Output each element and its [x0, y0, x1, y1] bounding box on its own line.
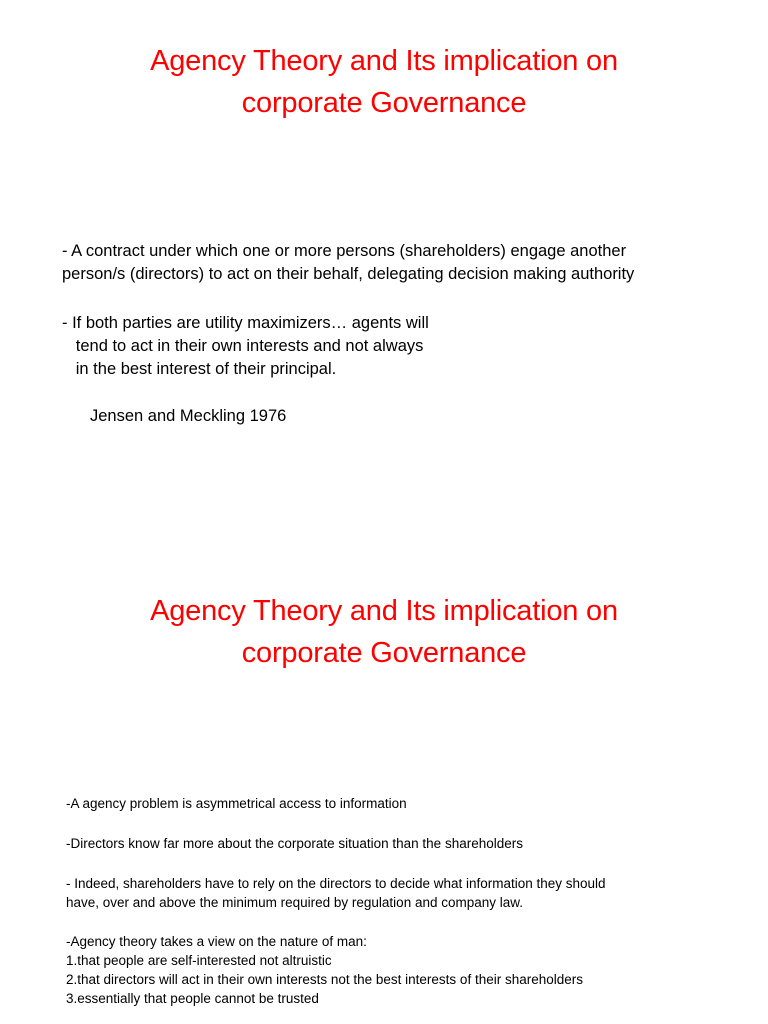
shareholders-rely-line-2: have, over and above the minimum required by regulation and company law. — [66, 895, 524, 910]
asymmetric-information-point — [66, 794, 407, 813]
slide-1-title-line-2: corporate Governance — [241, 87, 527, 119]
contract-definition — [62, 240, 634, 286]
contract-definition-line-2: person/s (directors) to act on their behalf, delegating decision making authority — [62, 265, 635, 283]
citation: Jensen and Meckling 1976 — [90, 407, 287, 425]
list-item: 2.that directors will act in their own interests not the best interests of their shareholders — [66, 972, 584, 987]
asymmetric-information-text: -A agency problem is asymmetrical access to information — [66, 796, 407, 811]
directors-knowledge-point — [66, 834, 523, 853]
slide-1-title-line-1: Agency Theory and Its implication on — [150, 45, 618, 77]
directors-knowledge-text: -Directors know far more about the corporate situation than the shareholders — [66, 836, 523, 851]
slide-2 — [0, 560, 768, 1024]
slide-1-title — [0, 40, 768, 124]
utility-maximizers-line-2: tend to act in their own interests and not always — [62, 337, 424, 355]
utility-maximizers-line-1: - If both parties are utility maximizers… agents will — [62, 314, 429, 332]
shareholders-rely-line-1: - Indeed, shareholders have to rely on the directors to decide what information they should — [66, 876, 606, 891]
utility-maximizers-point — [62, 312, 429, 381]
contract-definition-line-1: - A contract under which one or more persons (shareholders) engage another — [62, 242, 627, 260]
nature-of-man-intro: -Agency theory takes a view on the nature of man: — [66, 934, 367, 949]
utility-maximizers-line-3: in the best interest of their principal. — [62, 360, 337, 378]
slide-2-title-line-2: corporate Governance — [241, 637, 527, 669]
shareholders-rely-point — [66, 874, 606, 912]
list-item: 3.essentially that people cannot be trusted — [66, 991, 319, 1006]
slide-2-title — [0, 590, 768, 674]
list-item: 1.that people are self-interested not altruistic — [66, 953, 332, 968]
slide-2-title-line-1: Agency Theory and Its implication on — [150, 595, 618, 627]
nature-of-man-point — [66, 932, 583, 1008]
